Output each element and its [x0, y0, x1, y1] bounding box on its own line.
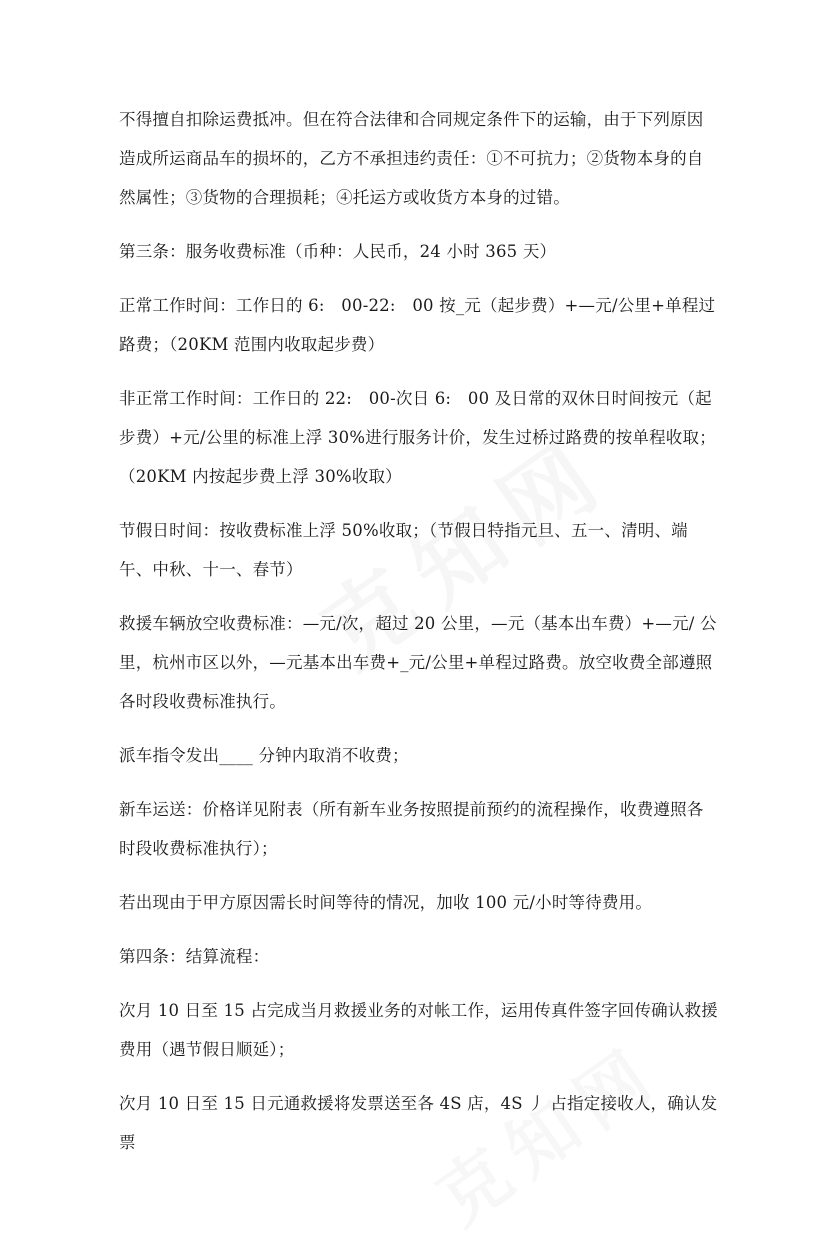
paragraph: 派车指令发出____ 分钟内取消不收费；	[119, 746, 409, 765]
paragraph: 次月 10 日至 15 日元通救援将发票送至各 4S 店，4S 丿 占指定接收人，确认发票	[119, 1094, 718, 1152]
paragraph: 次月 10 日至 15 占完成当月救援业务的对帐工作，运用传真件签字回传确认救援费用（遇节假日顺延）；	[119, 1001, 718, 1059]
section-heading-3: 第三条：服务收费标准（币种：人民币，24 小时 365 天）	[119, 242, 557, 261]
section-heading-4: 第四条：结算流程：	[119, 947, 270, 966]
document-page	[119, 100, 719, 1177]
paragraph: 新车运送：价格详见附表（所有新车业务按照提前预约的流程操作，收费遵照各时段收费标准执行）；	[119, 800, 704, 858]
paragraph: 正常工作时间：工作日的 6: 00-22: 00 按_元（起步费）+—元/公里+单程过路费；（20KM 范围内收取起步费）	[119, 296, 716, 354]
paragraph: 非正常工作时间：工作日的 22: 00-次日 6: 00 及日常的双休日时间按元（起步费）+元/公里的标准上浮 30%进行服务计价，发生过桥过路费的按单程收取；（20KM 内按起步费上浮 30%收取）	[119, 389, 716, 486]
paragraph: 不得擅自扣除运费抵冲。但在符合法律和合同规定条件下的运输，由于下列原因造成所运商品车的损坏的，乙方不承担违约责任：①不可抗力；②货物本身的自然属性；③货物的合理损耗；④托运方或收货方本身的过错。	[119, 110, 704, 207]
paragraph: 救援车辆放空收费标准：—元/次，超过 20 公里，—元（基本出车费）+—元/ 公里，杭州市区以外，—元基本出车费+_元/公里+单程过路费。放空收费全部遵照各时段收费标准执行。	[119, 614, 717, 711]
paragraph: 若出现由于甲方原因需长时间等待的情况，加收 100 元/小时等待费用。	[119, 893, 653, 912]
paragraph: 节假日时间：按收费标准上浮 50%收取；（节假日特指元旦、五一、清明、端午、中秋、十一、春节）	[119, 521, 688, 579]
